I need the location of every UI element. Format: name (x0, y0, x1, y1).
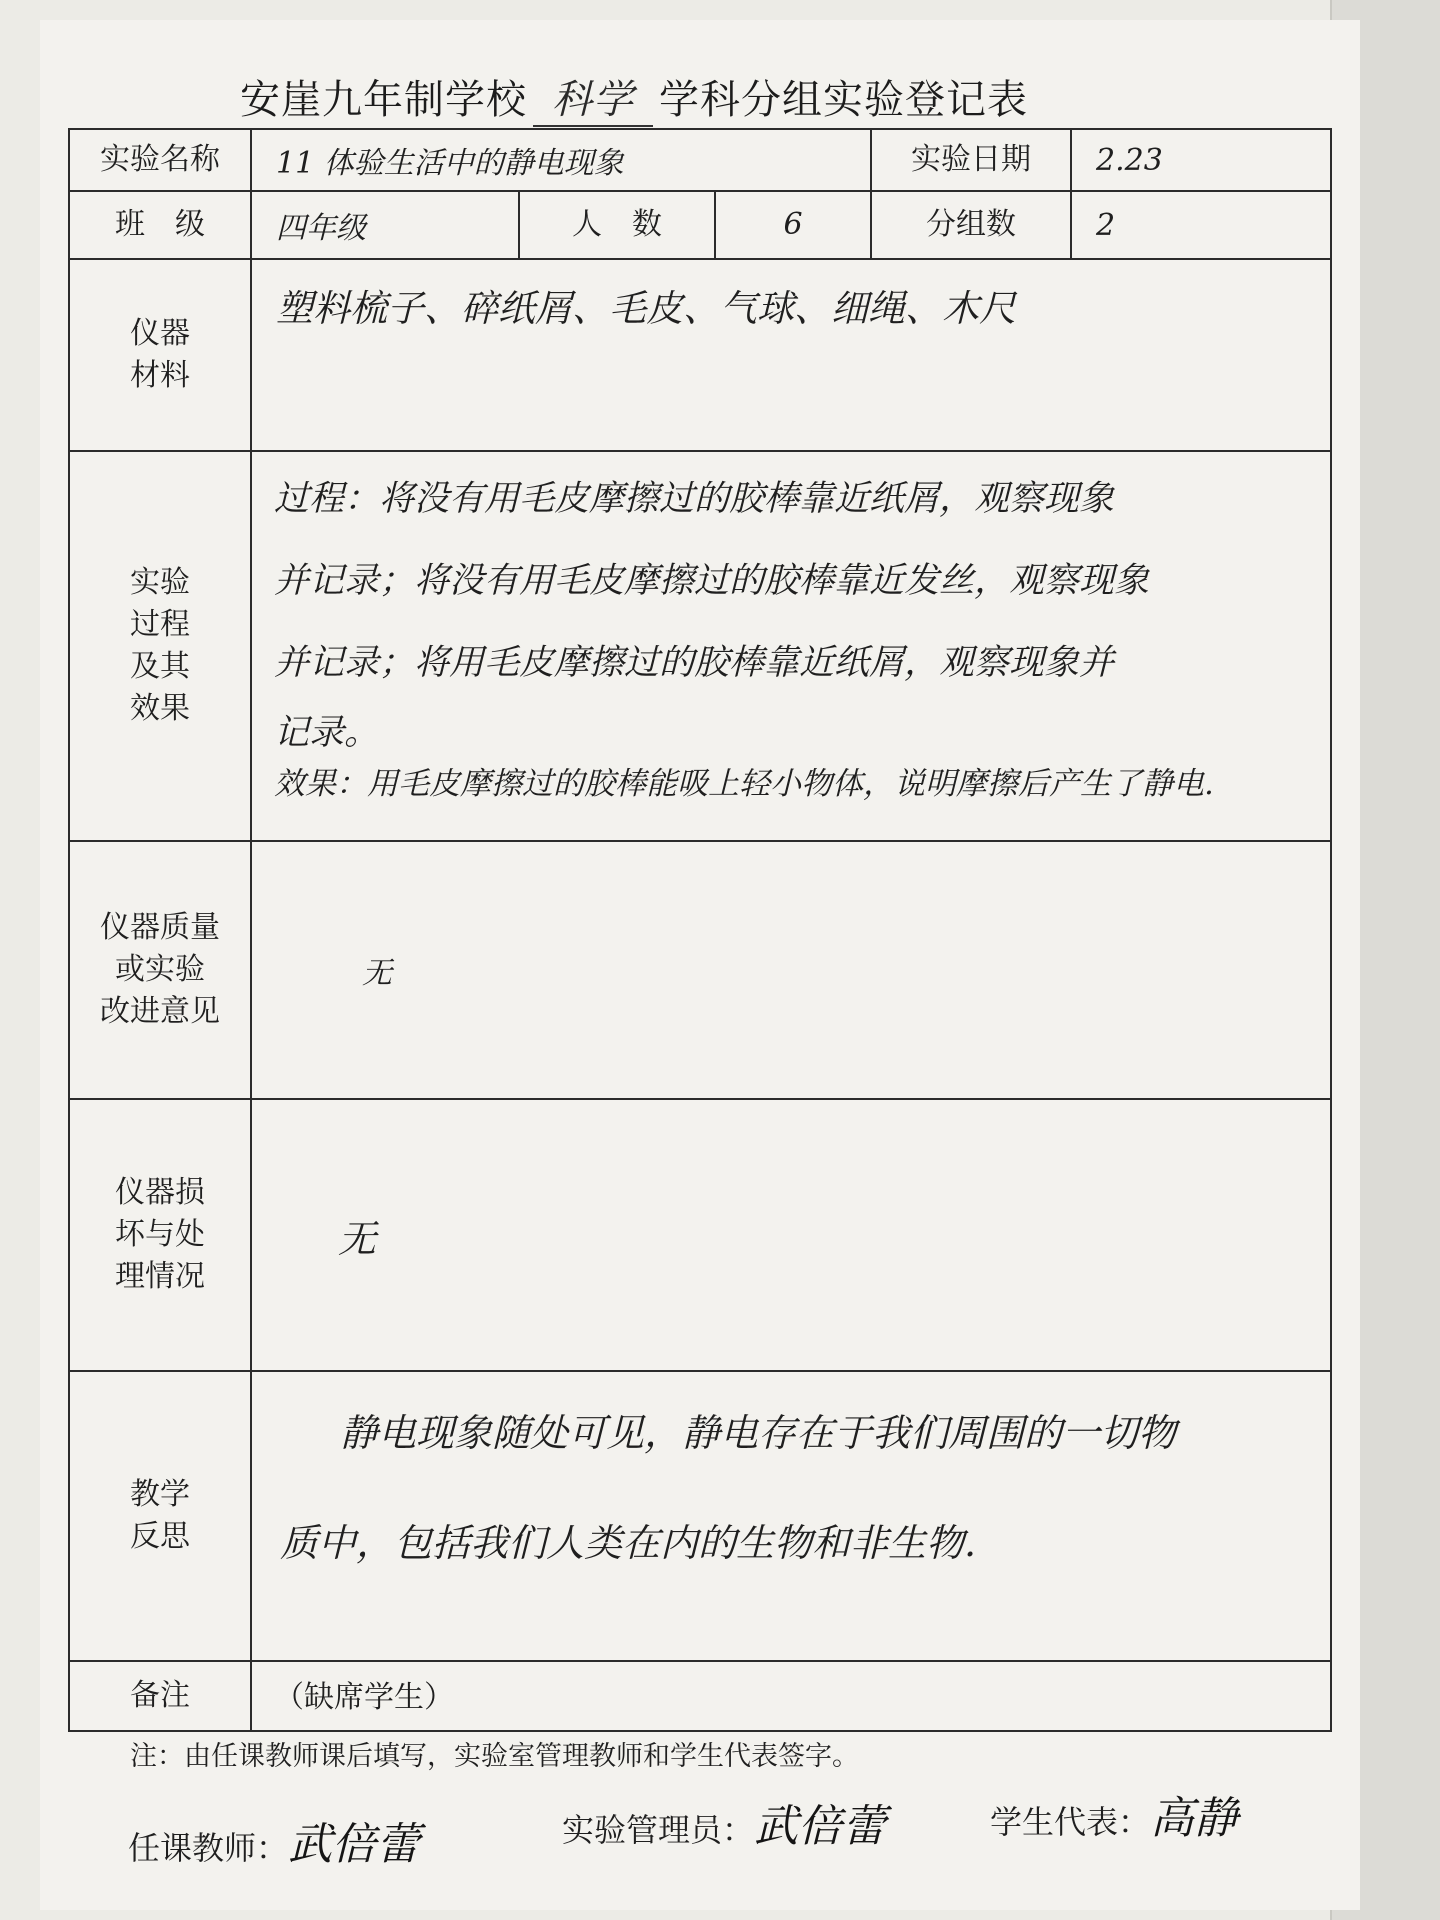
quality-label (69, 841, 251, 1099)
damage-label-line: 坏与处 (115, 1217, 205, 1252)
remarks-value: （缺席学生） (251, 1661, 1331, 1731)
quality-label-line: 或实验 (115, 952, 205, 987)
student-signature-block (990, 1782, 1238, 1846)
equipment-label-line: 材料 (130, 358, 190, 393)
row-remarks (69, 1661, 1331, 1731)
damage-label-line: 仪器损 (115, 1175, 205, 1210)
count-value: 6 (715, 191, 871, 259)
reflection-label-line: 教学 (130, 1477, 190, 1512)
row-experiment-name (69, 129, 1331, 191)
equipment-value: 塑料梳子、碎纸屑、毛皮、气球、细绳、木尺 (251, 259, 1331, 451)
student-signature: 高静 (1150, 1793, 1239, 1844)
process-line: 记录。 (274, 713, 380, 753)
row-damage (69, 1099, 1331, 1371)
remarks-label: 备注 (69, 1661, 251, 1731)
title-subject: 科学 (533, 68, 653, 127)
quality-label-line: 仪器质量 (100, 910, 220, 945)
groups-value: 2 (1071, 191, 1331, 259)
quality-value: 无 (251, 841, 1331, 1099)
process-value (251, 451, 1331, 841)
teacher-label: 任课教师： (128, 1829, 289, 1867)
footer-note: 注：由任课教师课后填写，实验室管理教师和学生代表签字。 (130, 1741, 859, 1772)
manager-label: 实验管理员： (562, 1811, 755, 1849)
process-label-line: 实验 (130, 565, 190, 600)
manager-signature-block (562, 1790, 886, 1854)
equipment-label-line: 仪器 (130, 316, 190, 351)
page-title (240, 68, 1120, 127)
groups-label: 分组数 (871, 191, 1071, 259)
effect-line: 效果：用毛皮摩擦过的胶棒能吸上轻小物体，说明摩擦后产生了静电. (274, 766, 1214, 802)
count-label: 人 数 (519, 191, 715, 259)
reflection-line: 静电现象随处可见，静电存在于我们周围的一切物 (340, 1411, 1177, 1455)
process-label (69, 451, 251, 841)
reflection-label-line: 反思 (130, 1519, 190, 1554)
teacher-signature-block (128, 1808, 420, 1872)
experiment-register-table (68, 128, 1332, 1732)
manager-signature: 武倍蕾 (754, 1801, 887, 1852)
process-line: 过程：将没有用毛皮摩擦过的胶棒靠近纸屑，观察现象 (274, 479, 1115, 519)
row-quality (69, 841, 1331, 1099)
row-equipment (69, 259, 1331, 451)
damage-label-line: 理情况 (115, 1259, 205, 1294)
date-value: 2.23 (1071, 129, 1331, 191)
name-value: 11 体验生活中的静电现象 (251, 129, 871, 191)
name-label: 实验名称 (69, 129, 251, 191)
teacher-signature: 武倍蕾 (288, 1819, 421, 1870)
equipment-label (69, 259, 251, 451)
quality-label-line: 改进意见 (100, 994, 220, 1029)
reflection-label (69, 1371, 251, 1661)
process-label-line: 过程 (130, 607, 190, 642)
process-label-line: 及其 (130, 649, 190, 684)
reflection-line: 质中，包括我们人类在内的生物和非生物. (280, 1521, 977, 1565)
date-label: 实验日期 (871, 129, 1071, 191)
process-line: 并记录；将没有用毛皮摩擦过的胶棒靠近发丝，观察现象 (274, 561, 1150, 601)
class-value: 四年级 (251, 191, 519, 259)
row-reflection (69, 1371, 1331, 1661)
process-line: 并记录；将用毛皮摩擦过的胶棒靠近纸屑，观察现象并 (274, 643, 1115, 683)
row-process (69, 451, 1331, 841)
process-label-line: 效果 (130, 691, 190, 726)
class-label: 班 级 (69, 191, 251, 259)
reflection-value (251, 1371, 1331, 1661)
row-class (69, 191, 1331, 259)
title-suffix: 学科分组实验登记表 (659, 77, 1028, 123)
damage-value: 无 (251, 1099, 1331, 1371)
student-label: 学生代表： (990, 1803, 1151, 1841)
damage-label (69, 1099, 251, 1371)
title-school: 安崖九年制学校 (240, 77, 527, 123)
